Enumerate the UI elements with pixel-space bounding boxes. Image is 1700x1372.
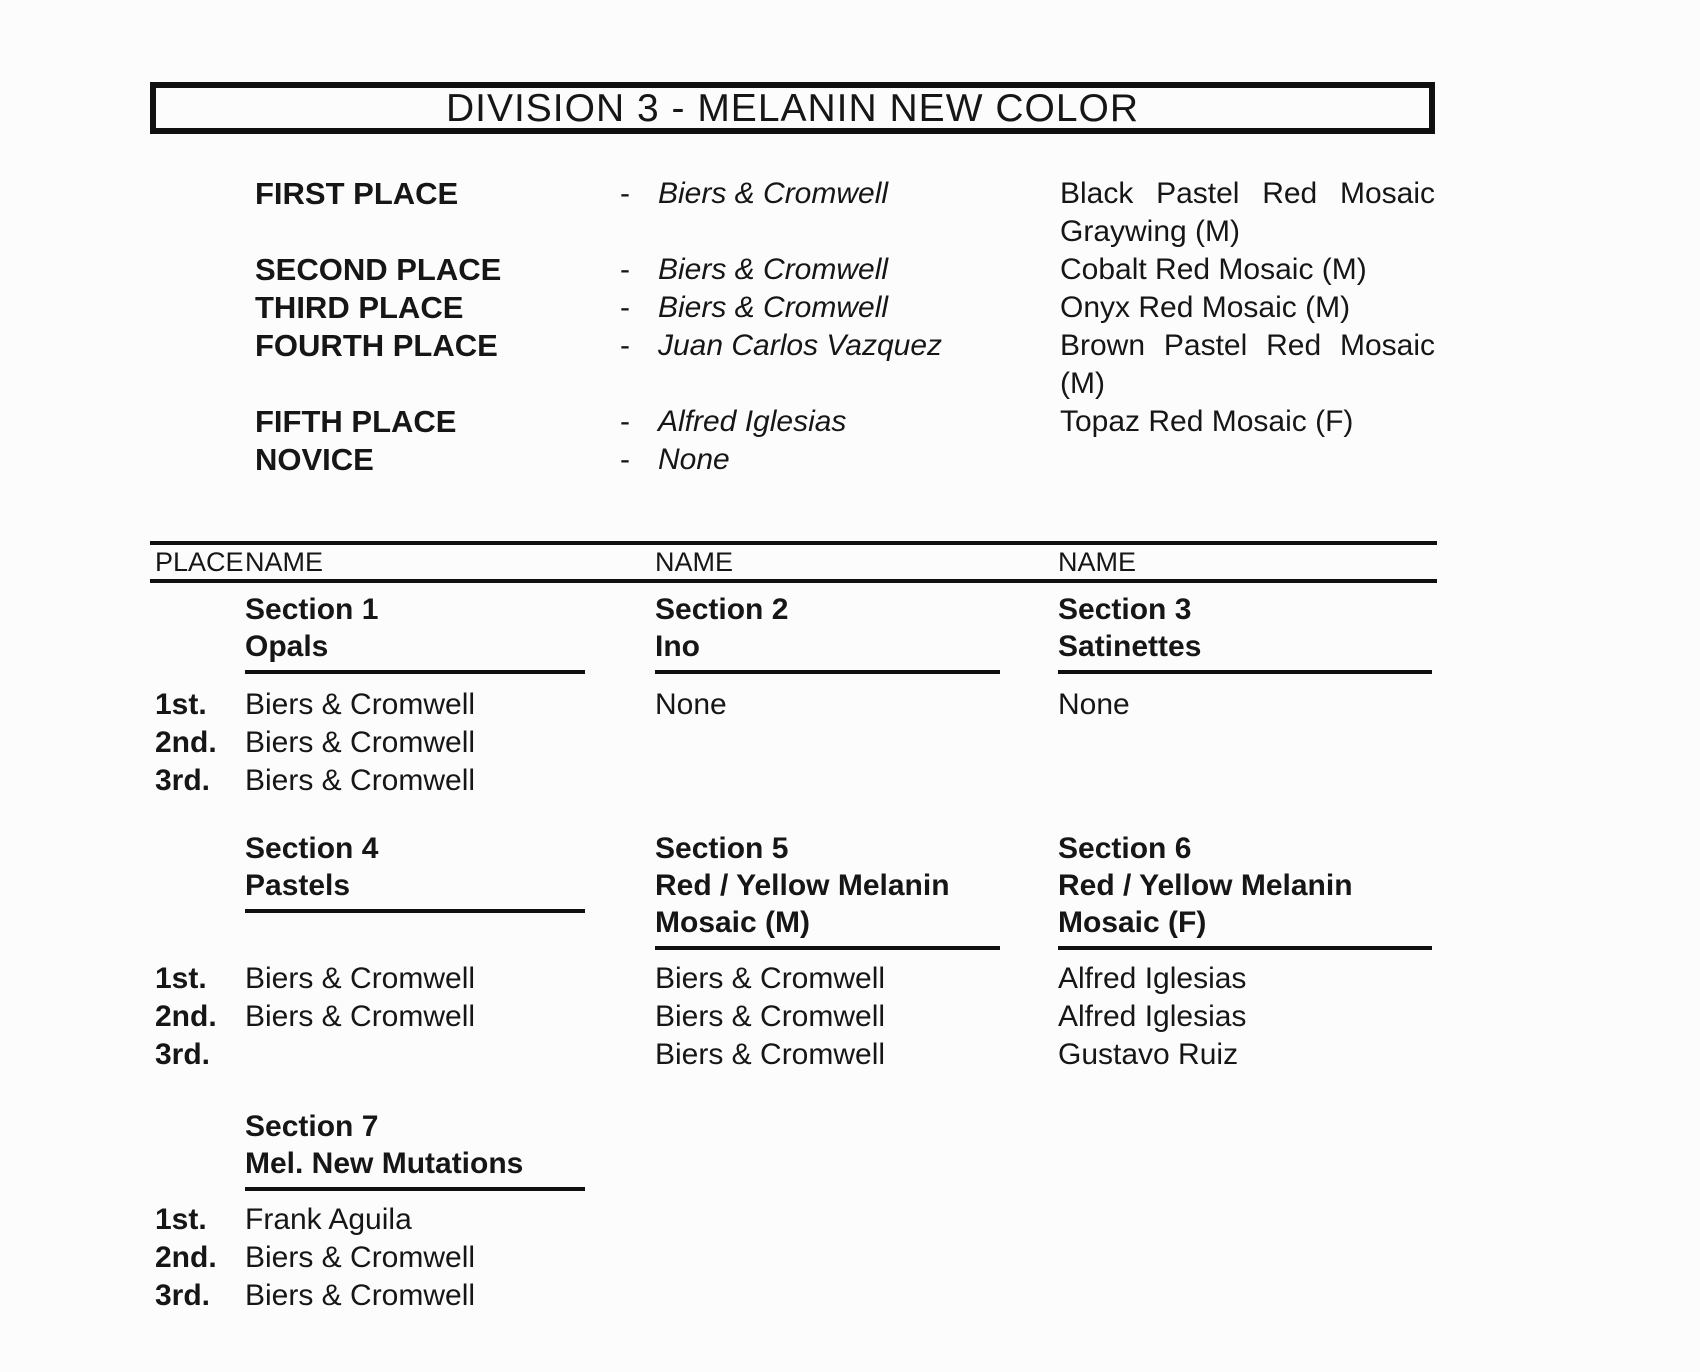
section-number: Section 2 [655, 593, 789, 626]
award-winner: Alfred Iglesias [658, 405, 847, 438]
entry-cell: Alfred Iglesias [1058, 962, 1247, 995]
award-row-fifth [255, 403, 1700, 441]
section-5-heading [655, 830, 1058, 950]
header-place: PLACE [155, 547, 244, 577]
entry-cell: Biers & Cromwell [245, 726, 476, 759]
sections-band-3 [150, 1108, 1437, 1315]
header-name-1: NAME [245, 547, 324, 577]
award-winner: None [658, 443, 730, 476]
entry-cell: None [655, 688, 727, 721]
section-1-heading [245, 591, 655, 674]
entry-row-3rd [155, 1277, 1437, 1315]
header-name-3: NAME [1058, 547, 1137, 577]
entry-row-3rd [155, 1036, 1437, 1074]
entry-cell: Biers & Cromwell [245, 1000, 476, 1033]
award-row-novice [255, 441, 1700, 479]
entry-cell: None [1058, 688, 1130, 721]
place-label: 3rd. [155, 1279, 211, 1312]
band2-entries [155, 960, 1437, 1074]
results-header-row [150, 545, 1437, 579]
entry-row-2nd [155, 1239, 1437, 1277]
entry-cell: Biers & Cromwell [245, 688, 476, 721]
place-label: 1st. [155, 962, 207, 995]
place-label: 3rd. [155, 764, 211, 797]
section-category: Ino [655, 628, 1000, 674]
section-number: Section 5 [655, 832, 789, 865]
entry-row-1st [155, 686, 1437, 724]
award-entry: Cobalt Red Mosaic (M) [1060, 253, 1367, 286]
entry-cell: Biers & Cromwell [655, 962, 886, 995]
award-row-first [255, 175, 1700, 251]
award-entry: Black Pastel Red Mosaic Graywing (M) [1060, 177, 1435, 248]
section-number: Section 4 [245, 832, 379, 865]
award-winner: Biers & Cromwell [658, 177, 889, 210]
award-winner: Biers & Cromwell [658, 291, 889, 324]
award-label: FIFTH PLACE [255, 404, 457, 439]
section-6-heading [1058, 830, 1432, 950]
place-label: 1st. [155, 688, 207, 721]
place-label: 2nd. [155, 1241, 217, 1274]
award-label: FOURTH PLACE [255, 328, 498, 363]
section-number: Section 6 [1058, 832, 1192, 865]
entry-cell: Biers & Cromwell [245, 1241, 476, 1274]
entry-row-2nd [155, 724, 1437, 762]
sections-band-2 [150, 830, 1437, 1074]
table-rule-header-bottom [150, 579, 1437, 583]
award-separator: - [620, 253, 630, 286]
award-label: NOVICE [255, 442, 374, 477]
band3-headings [155, 1108, 1437, 1191]
entry-cell: Biers & Cromwell [245, 764, 476, 797]
section-category: Satinettes [1058, 628, 1432, 674]
header-name-2: NAME [655, 547, 734, 577]
band1-entries [155, 686, 1437, 800]
section-number: Section 1 [245, 593, 379, 626]
award-winner: Juan Carlos Vazquez [658, 329, 943, 362]
section-2-heading [655, 591, 1058, 674]
award-separator: - [620, 443, 630, 476]
entry-row-2nd [155, 998, 1437, 1036]
band3-entries [155, 1201, 1437, 1315]
entry-cell: Biers & Cromwell [655, 1000, 886, 1033]
results-table [150, 541, 1437, 1315]
section-category: Pastels [245, 867, 585, 913]
division-title: DIVISION 3 - MELANIN NEW COLOR [445, 86, 1140, 130]
award-label: THIRD PLACE [255, 290, 464, 325]
place-label: 2nd. [155, 726, 217, 759]
division-title-box [150, 82, 1435, 134]
section-category: Mel. New Mutations [245, 1145, 585, 1191]
entry-row-1st [155, 1201, 1437, 1239]
award-row-fourth [255, 327, 1700, 403]
award-label: SECOND PLACE [255, 252, 502, 287]
section-4-heading [245, 830, 655, 913]
award-separator: - [620, 405, 630, 438]
sections-band-1 [150, 591, 1437, 800]
entry-cell: Biers & Cromwell [245, 1279, 476, 1312]
section-3-heading [1058, 591, 1432, 674]
section-7-heading [245, 1108, 655, 1191]
section-number: Section 3 [1058, 593, 1192, 626]
section-category: Opals [245, 628, 585, 674]
entry-cell: Gustavo Ruiz [1058, 1038, 1239, 1071]
entry-cell: Alfred Iglesias [1058, 1000, 1247, 1033]
section-number: Section 7 [245, 1110, 379, 1143]
place-label: 2nd. [155, 1000, 217, 1033]
award-separator: - [620, 329, 630, 362]
entry-row-1st [155, 960, 1437, 998]
section-category: Red / Yellow Melanin Mosaic (F) [1058, 867, 1432, 950]
band1-headings [155, 591, 1437, 674]
awards-block [255, 175, 1700, 479]
place-label: 3rd. [155, 1038, 211, 1071]
entry-cell: Biers & Cromwell [245, 962, 476, 995]
award-entry: Brown Pastel Red Mosaic (M) [1060, 329, 1435, 400]
award-row-second [255, 251, 1700, 289]
award-winner: Biers & Cromwell [658, 253, 889, 286]
award-row-third [255, 289, 1700, 327]
section-category: Red / Yellow Melanin Mosaic (M) [655, 867, 1000, 950]
entry-cell: Biers & Cromwell [655, 1038, 886, 1071]
entry-row-3rd [155, 762, 1437, 800]
award-entry: Topaz Red Mosaic (F) [1060, 405, 1354, 438]
band2-headings [155, 830, 1437, 950]
award-label: FIRST PLACE [255, 176, 459, 211]
award-entry: Onyx Red Mosaic (M) [1060, 291, 1351, 324]
entry-cell: Frank Aguila [245, 1203, 412, 1236]
award-separator: - [620, 177, 630, 210]
place-label: 1st. [155, 1203, 207, 1236]
award-separator: - [620, 291, 630, 324]
